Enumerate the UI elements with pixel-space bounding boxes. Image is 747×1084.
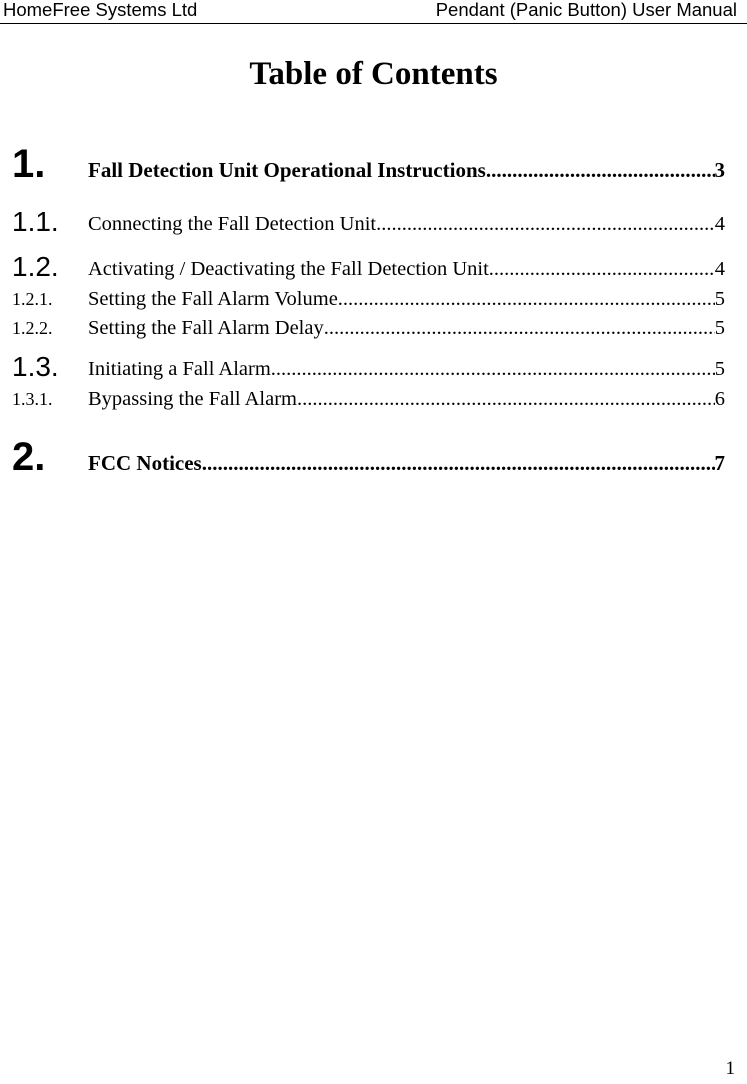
toc-entry-page: 5: [714, 288, 725, 310]
toc-dot-leader: [271, 355, 715, 383]
toc-entry-page: 3: [714, 158, 725, 182]
toc-entry-1-3-1[interactable]: [12, 386, 725, 412]
toc-entry-page: 5: [714, 317, 725, 339]
toc-entry-label: Activating / Deactivating the Fall Detection Unit: [88, 258, 489, 280]
toc-entry-label: Setting the Fall Alarm Volume: [88, 288, 338, 310]
toc-entry-number: 1.3.: [12, 351, 59, 382]
page-title: Table of Contents: [249, 56, 498, 92]
footer-page-number: 1: [725, 1058, 735, 1079]
toc-entry-number: 2.: [12, 435, 46, 479]
toc-dot-leader: [376, 210, 715, 238]
toc-entry-number: 1.2.1.: [12, 289, 53, 309]
toc-dot-leader: [297, 386, 715, 412]
toc-entry-number: 1.: [12, 142, 46, 186]
header-company: HomeFree Systems Ltd: [3, 0, 198, 20]
toc-dot-leader: [202, 449, 715, 477]
toc-entry-1[interactable]: [12, 144, 725, 184]
toc-entry-number: 1.2.: [12, 251, 59, 282]
toc-dot-leader: [338, 286, 715, 312]
toc-entry-label: Setting the Fall Alarm Delay: [88, 317, 324, 339]
toc-entry-2[interactable]: [12, 437, 725, 477]
toc-entry-1-2-1[interactable]: [12, 286, 725, 312]
toc-entry-label: Connecting the Fall Detection Unit: [88, 213, 377, 235]
toc-entry-number: 1.2.2.: [12, 318, 53, 338]
toc-entry-page: 7: [714, 451, 725, 475]
page-header: [0, 0, 747, 24]
toc-entry-number: 1.3.1.: [12, 389, 53, 409]
toc-entry-page: 5: [714, 358, 725, 380]
toc-dot-leader: [324, 315, 715, 341]
toc-dot-leader: [486, 156, 715, 184]
toc-entry-1-1[interactable]: [12, 206, 725, 238]
toc-entry-1-2-2[interactable]: [12, 315, 725, 341]
toc-entry-label: FCC Notices: [88, 451, 202, 475]
toc-entry-label: Initiating a Fall Alarm: [88, 358, 271, 380]
toc-entry-number: 1.1.: [12, 206, 59, 237]
toc-entry-label: Bypassing the Fall Alarm: [88, 388, 297, 410]
toc-entry-page: 6: [714, 388, 725, 410]
toc-entry-page: 4: [714, 213, 725, 235]
header-document-title: Pendant (Panic Button) User Manual: [435, 0, 737, 20]
toc-entry-1-2[interactable]: [12, 251, 725, 283]
toc-entry-page: 4: [714, 258, 725, 280]
toc-entry-label: Fall Detection Unit Operational Instructions: [88, 158, 486, 182]
toc-dot-leader: [489, 255, 715, 283]
toc-entry-1-3[interactable]: [12, 351, 725, 383]
